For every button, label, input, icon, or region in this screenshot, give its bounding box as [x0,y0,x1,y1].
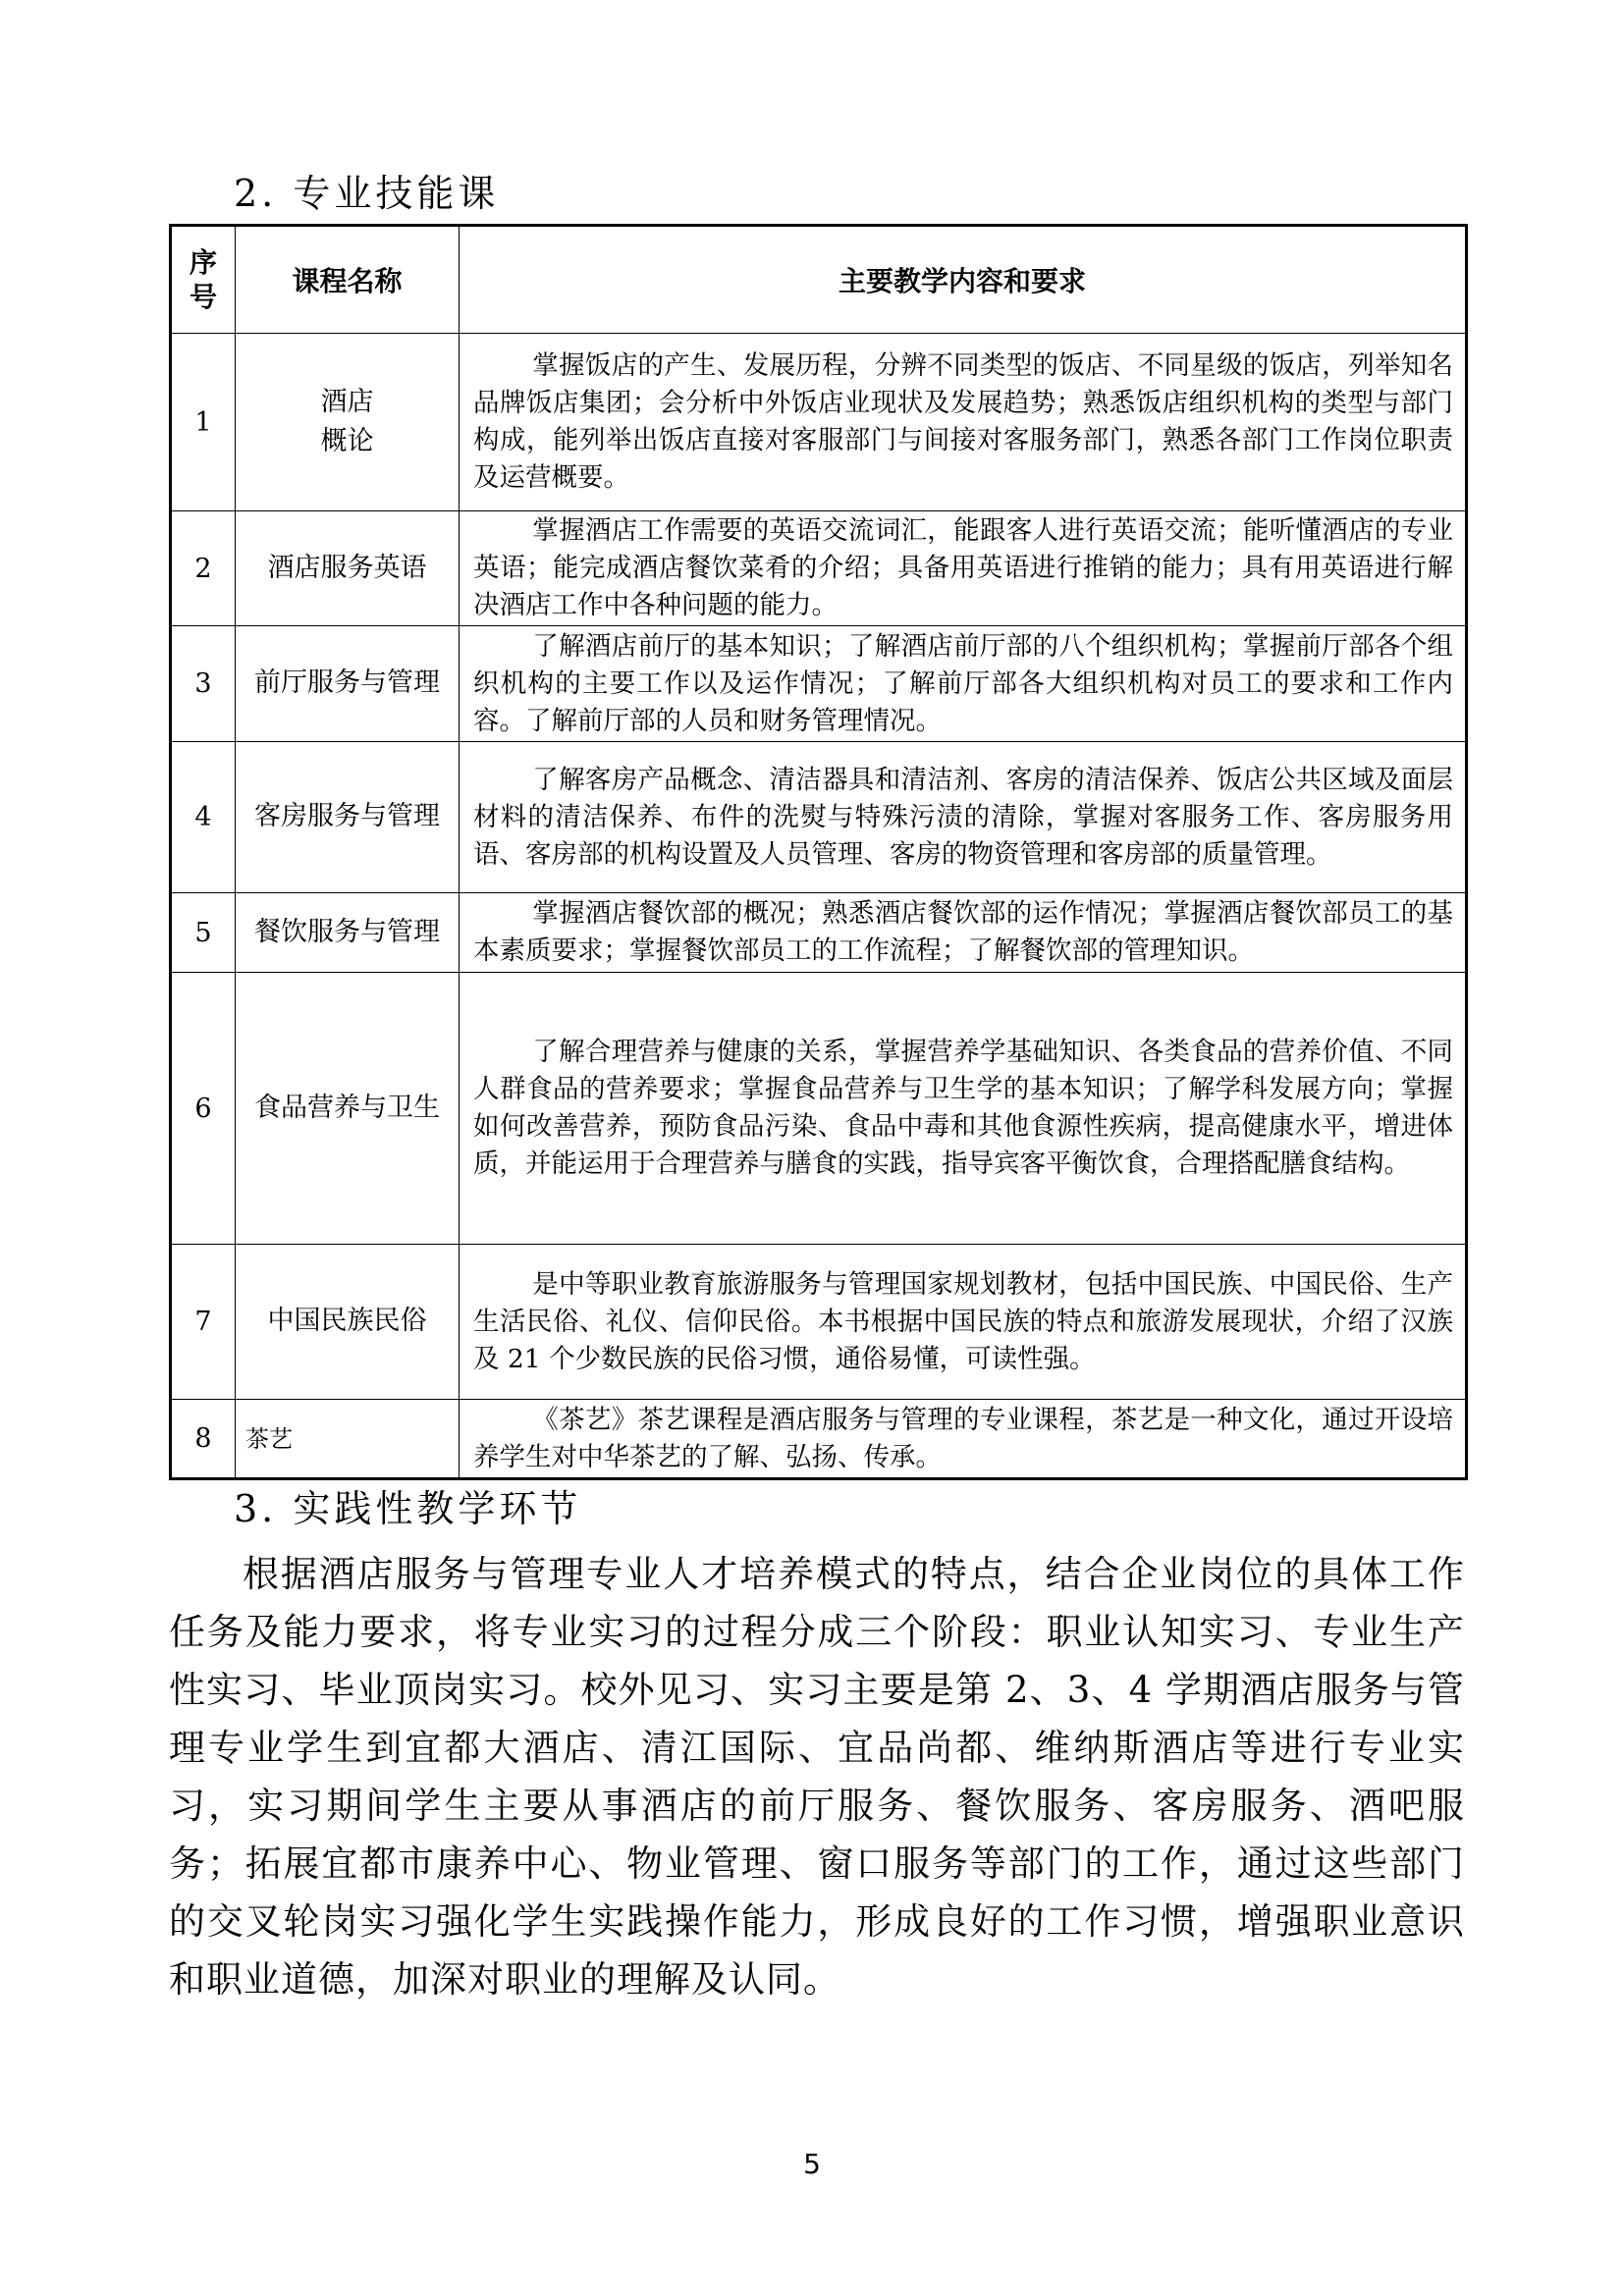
course-name: 食品营养与卫生 [236,973,460,1245]
row-number: 8 [171,1400,236,1479]
section-heading-practice: 3. 实践性教学环节 [234,1487,582,1530]
row-number: 4 [171,742,236,893]
course-description: 掌握酒店工作需要的英语交流词汇，能跟客人进行英语交流；能听懂酒店的专业英语；能完成酒店餐饮菜肴的介绍；具备用英语进行推销的能力；具有用英语进行解决酒店工作中各种问题的能力。 [460,511,1467,626]
section-heading-skills: 2. 专业技能课 [234,172,500,215]
course-name: 酒店服务英语 [236,511,460,626]
table-row [171,893,1467,973]
course-name: 中国民族民俗 [236,1245,460,1400]
table-row [171,511,1467,626]
course-description: 了解酒店前厅的基本知识；了解酒店前厅部的八个组织机构；掌握前厅部各个组织机构的主要工作以及运作情况；了解前厅部各大组织机构对员工的要求和工作内容。了解前厅部的人员和财务管理情况。 [460,626,1467,742]
practice-paragraph: 根据酒店服务与管理专业人才培养模式的特点，结合企业岗位的具体工作任务及能力要求，将专业实习的过程分成三个阶段：职业认知实习、专业生产性实习、毕业顶岗实习。校外见习、实习主要是第 2、3、4 学期酒店服务与管理专业学生到宜都大酒店、清江国际、宜品尚都、维纳斯酒店等进行专业实习，实习期间学生主要从事酒店的前厅服务、餐饮服务、客房服务、酒吧服务；拓展宜都市康养中心、物业管理、窗口服务等部门的工作，通过这些部门的交叉轮岗实习强化学生实践操作能力，形成良好的工作习惯，增强职业意识和职业道德，加深对职业的理解及认同。 [169,1553,1465,2001]
row-number: 7 [171,1245,236,1400]
page-number: 5 [803,2148,821,2180]
course-name: 酒店 概论 [236,334,460,511]
table-row [171,334,1467,511]
table-row [171,973,1467,1245]
table-row [171,742,1467,893]
course-name: 茶艺 [236,1400,460,1479]
row-number: 3 [171,626,236,742]
table-row [171,1400,1467,1479]
course-name: 餐饮服务与管理 [236,893,460,973]
course-table [169,224,1468,1480]
course-description: 《茶艺》茶艺课程是酒店服务与管理的专业课程，茶艺是一种文化，通过开设培养学生对中华茶艺的了解、弘扬、传承。 [460,1400,1467,1479]
course-description: 掌握饭店的产生、发展历程，分辨不同类型的饭店、不同星级的饭店，列举知名品牌饭店集团；会分析中外饭店业现状及发展趋势；熟悉饭店组织机构的类型与部门构成，能列举出饭店直接对客服部门与间接对客服务部门，熟悉各部门工作岗位职责及运营概要。 [460,334,1467,511]
header-content: 主要教学内容和要求 [460,226,1467,334]
course-description: 是中等职业教育旅游服务与管理国家规划教材，包括中国民族、中国民俗、生产生活民俗、礼仪、信仰民俗。本书根据中国民族的特点和旅游发展现状，介绍了汉族及 21 个少数民族的民俗习惯，通俗易懂，可读性强。 [460,1245,1467,1400]
row-number: 2 [171,511,236,626]
row-number: 6 [171,973,236,1245]
row-number: 1 [171,334,236,511]
course-description: 了解合理营养与健康的关系，掌握营养学基础知识、各类食品的营养价值、不同人群食品的营养要求；掌握食品营养与卫生学的基本知识；了解学科发展方向；掌握如何改善营养，预防食品污染、食品中毒和其他食源性疾病，提高健康水平，增进体质，并能运用于合理营养与膳食的实践，指导宾客平衡饮食，合理搭配膳食结构。 [460,973,1467,1245]
header-number: 序 号 [171,226,236,334]
course-description: 掌握酒店餐饮部的概况；熟悉酒店餐饮部的运作情况；掌握酒店餐饮部员工的基本素质要求；掌握餐饮部员工的工作流程；了解餐饮部的管理知识。 [460,893,1467,973]
course-description: 了解客房产品概念、清洁器具和清洁剂、客房的清洁保养、饭店公共区域及面层材料的清洁保养、布件的洗熨与特殊污渍的清除，掌握对客服务工作、客房服务用语、客房部的机构设置及人员管理、客房的物资管理和客房部的质量管理。 [460,742,1467,893]
course-name: 前厅服务与管理 [236,626,460,742]
header-course-name: 课程名称 [236,226,460,334]
table-row [171,626,1467,742]
course-name: 客房服务与管理 [236,742,460,893]
row-number: 5 [171,893,236,973]
table-row [171,1245,1467,1400]
table-header-row [171,226,1467,334]
